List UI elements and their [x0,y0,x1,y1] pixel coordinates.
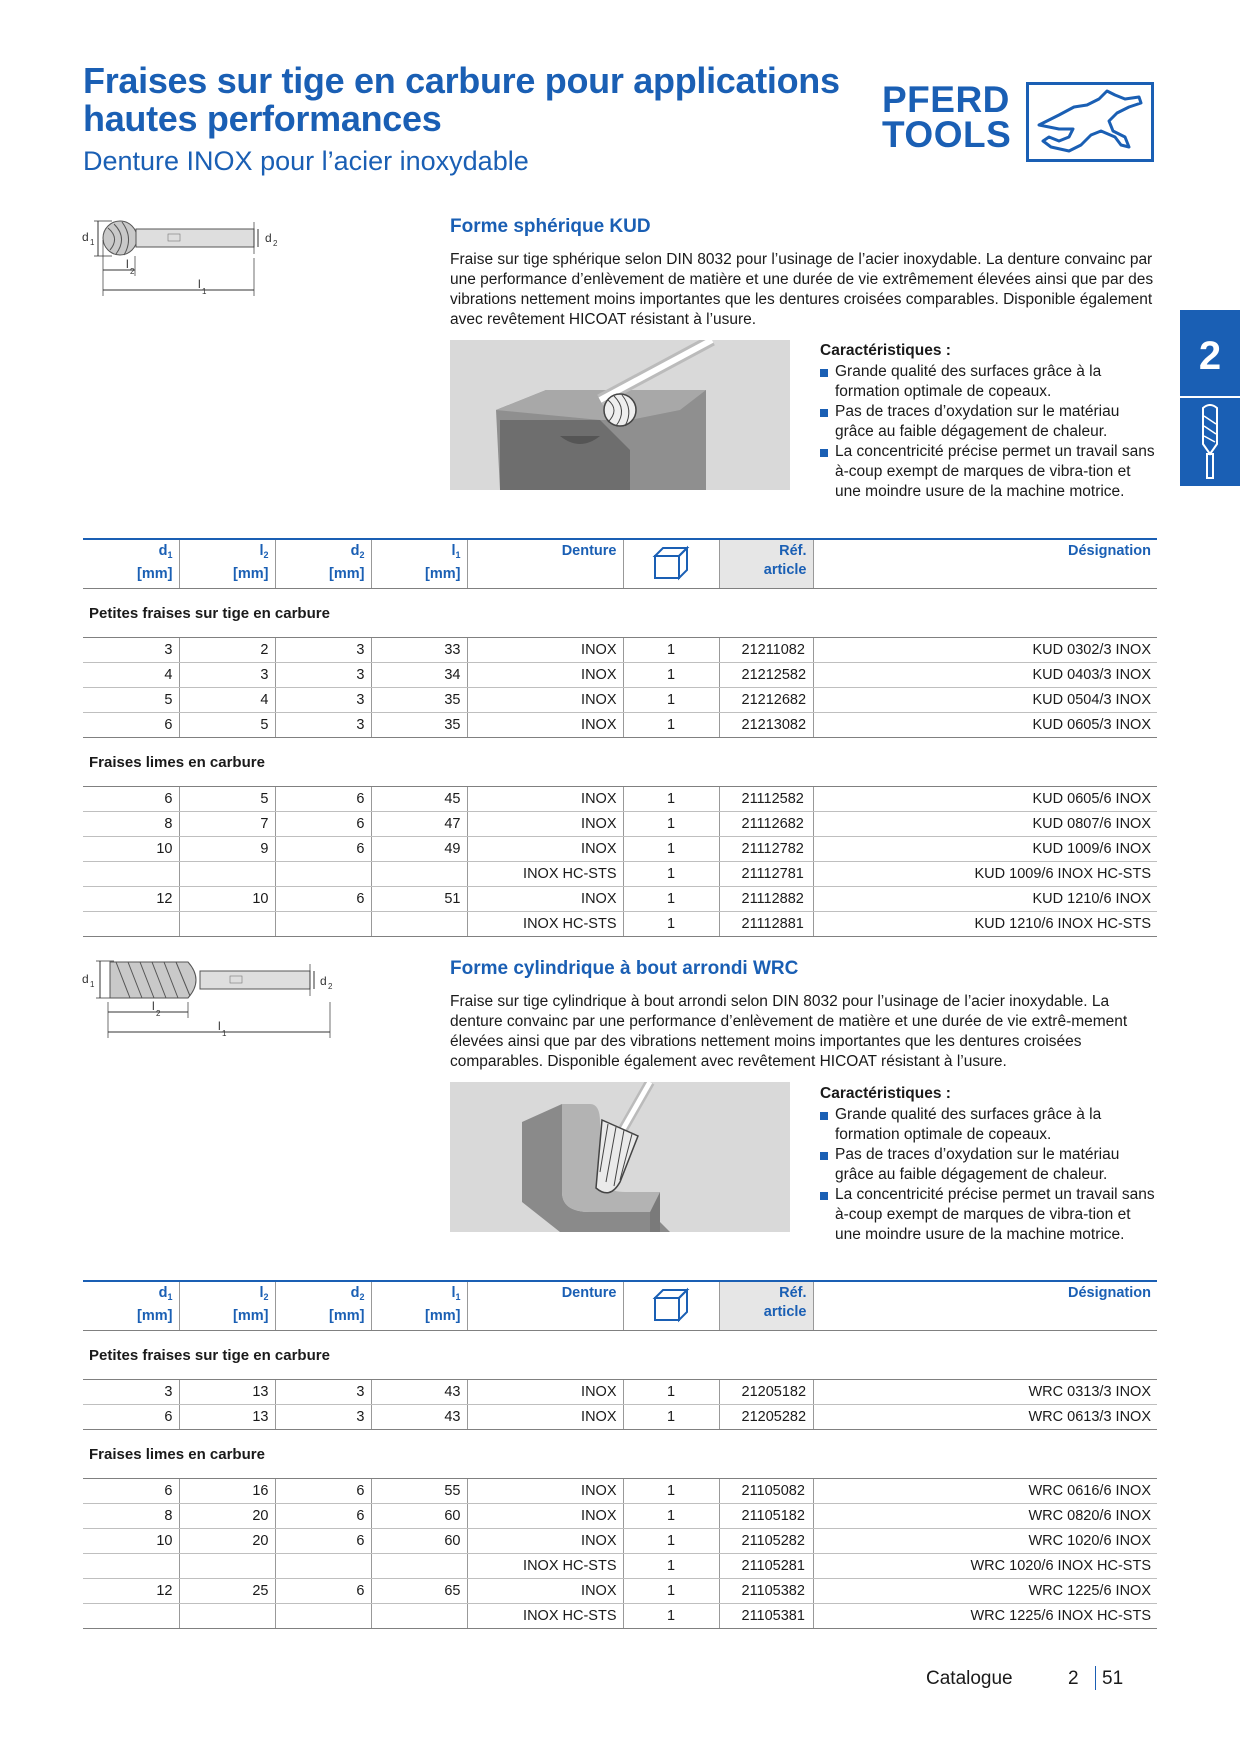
kud-section-title: Forme sphérique KUD [450,216,651,237]
cell-package-qty: 1 [623,787,719,812]
cell-designation: KUD 1210/6 INOX HC-STS [813,912,1157,937]
cell-d1: 10 [83,837,179,862]
chapter-number: 2 [1198,334,1222,378]
cell-l2: 10 [179,887,275,912]
cell-ref: 21112882 [719,887,813,912]
table-row [83,1479,1157,1504]
cell-package-qty: 1 [623,713,719,738]
cell-d1 [83,912,179,937]
table-row [83,1380,1157,1405]
svg-text:d: d [320,974,327,988]
pferd-logo: PFERD TOOLS [882,82,1158,166]
cell-ref: 21112782 [719,837,813,862]
wrc-table [83,1280,1157,1629]
group-title: Fraises limes en carbure [83,1430,1157,1479]
cell-l1 [371,862,467,887]
cell-package-qty: 1 [623,663,719,688]
table-row [83,1504,1157,1529]
table-row [83,812,1157,837]
col-l2: $l_2$ [mm] [179,539,275,589]
cell-ref: 21212582 [719,663,813,688]
cell-d1: 6 [83,1479,179,1504]
cell-l1: 49 [371,837,467,862]
table-row [83,1554,1157,1579]
cell-package-qty: 1 [623,1554,719,1579]
cell-ref: 21112582 [719,787,813,812]
cell-l1: 51 [371,887,467,912]
cell-l1: 55 [371,1479,467,1504]
page-subtitle: Denture INOX pour l’acier inoxydable [83,146,529,176]
cell-designation: KUD 1210/6 INOX [813,887,1157,912]
cell-package-qty: 1 [623,1579,719,1604]
cell-d2 [275,1604,371,1629]
cell-designation: WRC 0613/3 INOX [813,1405,1157,1430]
cell-l2: 9 [179,837,275,862]
col-ref: Réf. article [719,539,813,589]
group-title: Petites fraises sur tige en carbure [83,1331,1157,1380]
col-designation: Désignation [813,1281,1157,1331]
list-item: La concentricité précise permet un travail sans à-coup exempt de marques de vibra-tion et une moindre usure de la machine motrice. [820,442,1160,502]
cell-d1: 4 [83,663,179,688]
package-icon [651,542,691,582]
cell-designation: WRC 1020/6 INOX [813,1529,1157,1554]
cell-package-qty: 1 [623,1529,719,1554]
wrc-features-heading: Caractéristiques : [820,1085,951,1102]
wrc-application-image [450,1082,790,1237]
cell-ref: 21112881 [719,912,813,937]
cell-d1: 5 [83,688,179,713]
wrc-section-title: Forme cylindrique à bout arrondi WRC [450,958,799,979]
table-row [83,837,1157,862]
table-row [83,713,1157,738]
cell-designation: KUD 0403/3 INOX [813,663,1157,688]
cell-l1 [371,1604,467,1629]
cell-package-qty: 1 [623,638,719,663]
table-row [83,1529,1157,1554]
cell-d2: 3 [275,1405,371,1430]
table-row [83,1579,1157,1604]
cell-l2: 5 [179,787,275,812]
cell-package-qty: 1 [623,688,719,713]
cell-designation: WRC 1225/6 INOX HC-STS [813,1604,1157,1629]
cell-l1: 43 [371,1380,467,1405]
cell-ref: 21112682 [719,812,813,837]
cell-d2: 6 [275,787,371,812]
cell-l2: 13 [179,1380,275,1405]
table-row [83,663,1157,688]
cell-d2: 3 [275,688,371,713]
table-row [83,638,1157,663]
cell-designation: KUD 0605/6 INOX [813,787,1157,812]
cell-ref: 21205282 [719,1405,813,1430]
cell-l1 [371,912,467,937]
svg-text:2: 2 [328,982,333,991]
kud-table [83,538,1157,937]
cell-package-qty: 1 [623,1479,719,1504]
cell-package-qty: 1 [623,912,719,937]
cell-designation: KUD 1009/6 INOX [813,837,1157,862]
cell-denture: INOX [467,688,623,713]
col-ref: Réf. article [719,1281,813,1331]
cell-package-qty: 1 [623,887,719,912]
col-denture: Denture [467,539,623,589]
wrc-description: Fraise sur tige cylindrique à bout arrondi selon DIN 8032 pour l’usinage de l’acier inoxydable. La denture convainc par une performance d’enlèvement de matière et une durée de vie extrê-mement élevées ainsi que par des vibrations nettement moins importantes que les dentures croisées comparables. Disponible également avec revêtement HICOAT résistant à l’usure. [450,993,1128,1070]
cell-ref: 21105382 [719,1579,813,1604]
col-l1: $l_1$ [mm] [371,1281,467,1331]
group-title: Fraises limes en carbure [83,738,1157,787]
cell-denture: INOX [467,837,623,862]
cell-designation: KUD 1009/6 INOX HC-STS [813,862,1157,887]
svg-text:d: d [82,230,89,244]
cell-l1: 65 [371,1579,467,1604]
cell-d1: 10 [83,1529,179,1554]
col-d2: $d_2$ [mm] [275,1281,371,1331]
col-d2: $d_2$ [mm] [275,539,371,589]
svg-text:1: 1 [202,287,207,296]
cell-package-qty: 1 [623,1405,719,1430]
list-item: Pas de traces d’oxydation sur le matériau grâce au faible dégagement de chaleur. [820,1145,1160,1185]
cell-package-qty: 1 [623,1604,719,1629]
wrc-dimension-drawing [80,958,380,1047]
cell-l2: 16 [179,1479,275,1504]
cell-ref: 21105282 [719,1529,813,1554]
svg-text:2: 2 [273,239,278,248]
cell-designation: KUD 0302/3 INOX [813,638,1157,663]
cell-denture: INOX [467,1529,623,1554]
cell-d1: 8 [83,812,179,837]
cell-d2: 3 [275,663,371,688]
cell-l2: 5 [179,713,275,738]
svg-text:1: 1 [90,238,95,247]
cell-designation: WRC 0313/3 INOX [813,1380,1157,1405]
page-title: Fraises sur tige en carbure pour applications hautes performances [83,60,840,139]
chapter-tab [1180,310,1240,486]
cell-d2 [275,862,371,887]
cell-l2 [179,912,275,937]
cell-l1: 35 [371,688,467,713]
kud-application-image [450,340,790,495]
cell-d2: 3 [275,638,371,663]
svg-text:l: l [152,999,155,1013]
cell-l2: 4 [179,688,275,713]
cell-denture: INOX HC-STS [467,912,623,937]
kud-features-list [820,362,1160,502]
svg-text:1: 1 [90,980,95,989]
cell-l1: 33 [371,638,467,663]
cell-denture: INOX [467,887,623,912]
cell-l1: 47 [371,812,467,837]
col-package [623,539,719,589]
cell-l2: 3 [179,663,275,688]
cell-d1 [83,1554,179,1579]
cell-designation: KUD 0807/6 INOX [813,812,1157,837]
table-row [83,688,1157,713]
kud-features-heading: Caractéristiques : [820,342,951,359]
svg-text:l: l [198,277,201,291]
group-header-row [83,738,1157,787]
horse-logo-icon [1026,82,1154,162]
cell-ref: 21112781 [719,862,813,887]
cell-d1: 12 [83,887,179,912]
col-package [623,1281,719,1331]
cell-ref: 21205182 [719,1380,813,1405]
table-row [83,1405,1157,1430]
svg-text:1: 1 [222,1029,227,1038]
cell-d2: 6 [275,837,371,862]
cell-d1: 8 [83,1504,179,1529]
cell-l1: 35 [371,713,467,738]
wrc-features-list [820,1105,1160,1245]
cell-denture: INOX [467,1579,623,1604]
group-title: Petites fraises sur tige en carbure [83,589,1157,638]
svg-text:d: d [82,972,89,986]
table-row [83,912,1157,937]
cell-l2 [179,1554,275,1579]
cell-designation: WRC 0820/6 INOX [813,1504,1157,1529]
table-row [83,862,1157,887]
cell-designation: KUD 0605/3 INOX [813,713,1157,738]
cell-denture: INOX [467,638,623,663]
cell-d2: 6 [275,1479,371,1504]
kud-description: Fraise sur tige sphérique selon DIN 8032 pour l’usinage de l’acier inoxydable. La denture convainc par une performance d’enlèvement de matière et une durée de vie extrêmement élevées ainsi que par des vibrations nettement moins importantes que les dentures croisées comparables. Disponible également avec revêtement HICOAT résistant à l’usure. [450,251,1154,328]
cell-ref: 21105082 [719,1479,813,1504]
footer-catalogue-label: Catalogue [926,1668,1013,1689]
cell-denture: INOX [467,787,623,812]
cell-d1: 3 [83,1380,179,1405]
footer-section: 2 [1068,1668,1079,1689]
cell-l2: 7 [179,812,275,837]
group-header-row [83,1430,1157,1479]
cell-l2: 20 [179,1529,275,1554]
cell-ref: 21105381 [719,1604,813,1629]
svg-text:2: 2 [130,267,135,276]
cell-d2: 3 [275,713,371,738]
col-d1: $d_1$ [mm] [83,1281,179,1331]
list-item: Pas de traces d’oxydation sur le matériau grâce au faible dégagement de chaleur. [820,402,1160,442]
burr-icon [1195,404,1225,485]
table-row [83,1604,1157,1629]
cell-designation: WRC 1020/6 INOX HC-STS [813,1554,1157,1579]
cell-l1: 60 [371,1529,467,1554]
list-item: Grande qualité des surfaces grâce à la formation optimale de copeaux. [820,1105,1160,1145]
cell-ref: 21211082 [719,638,813,663]
svg-text:l: l [218,1019,221,1033]
cell-ref: 21105182 [719,1504,813,1529]
cell-denture: INOX [467,1405,623,1430]
footer-divider [1095,1666,1096,1690]
cell-d2 [275,912,371,937]
cell-denture: INOX [467,663,623,688]
cell-l2: 2 [179,638,275,663]
cell-package-qty: 1 [623,1504,719,1529]
cell-l1 [371,1554,467,1579]
package-icon [651,1284,691,1324]
cell-denture: INOX HC-STS [467,1604,623,1629]
col-denture: Denture [467,1281,623,1331]
cell-ref: 21212682 [719,688,813,713]
cell-d1 [83,1604,179,1629]
cell-l1: 43 [371,1405,467,1430]
cell-l1: 45 [371,787,467,812]
col-d1: $d_1$ [mm] [83,539,179,589]
cell-designation: WRC 1225/6 INOX [813,1579,1157,1604]
cell-d1: 6 [83,713,179,738]
cell-designation: KUD 0504/3 INOX [813,688,1157,713]
cell-package-qty: 1 [623,862,719,887]
cell-l1: 34 [371,663,467,688]
cell-d2: 6 [275,812,371,837]
col-designation: Désignation [813,539,1157,589]
cell-d1: 12 [83,1579,179,1604]
svg-text:d: d [265,231,272,245]
cell-designation: WRC 0616/6 INOX [813,1479,1157,1504]
cell-denture: INOX [467,812,623,837]
table-row [83,787,1157,812]
cell-d1: 3 [83,638,179,663]
cell-d2: 6 [275,1529,371,1554]
cell-d1: 6 [83,1405,179,1430]
footer-page-number: 51 [1102,1668,1124,1689]
cell-l2 [179,862,275,887]
cell-ref: 21105281 [719,1554,813,1579]
cell-denture: INOX [467,1479,623,1504]
cell-d2: 6 [275,1579,371,1604]
list-item: La concentricité précise permet un travail sans à-coup exempt de marques de vibra-tion et une moindre usure de la machine motrice. [820,1185,1160,1245]
col-l2: $l_2$ [mm] [179,1281,275,1331]
kud-dimension-drawing [80,218,320,307]
list-item: Grande qualité des surfaces grâce à la formation optimale de copeaux. [820,362,1160,402]
cell-package-qty: 1 [623,837,719,862]
svg-text:l: l [126,257,129,271]
cell-l2: 20 [179,1504,275,1529]
col-l1: $l_1$ [mm] [371,539,467,589]
cell-denture: INOX [467,1504,623,1529]
cell-package-qty: 1 [623,1380,719,1405]
cell-d1 [83,862,179,887]
cell-denture: INOX HC-STS [467,862,623,887]
svg-text:2: 2 [156,1009,161,1018]
cell-l2 [179,1604,275,1629]
cell-d1: 6 [83,787,179,812]
cell-ref: 21213082 [719,713,813,738]
cell-denture: INOX [467,1380,623,1405]
cell-denture: INOX HC-STS [467,1554,623,1579]
cell-d2 [275,1554,371,1579]
cell-l2: 25 [179,1579,275,1604]
table-row [83,887,1157,912]
cell-l2: 13 [179,1405,275,1430]
group-header-row [83,589,1157,638]
cell-d2: 6 [275,1504,371,1529]
cell-d2: 6 [275,887,371,912]
cell-denture: INOX [467,713,623,738]
cell-l1: 60 [371,1504,467,1529]
cell-d2: 3 [275,1380,371,1405]
group-header-row [83,1331,1157,1380]
cell-package-qty: 1 [623,812,719,837]
